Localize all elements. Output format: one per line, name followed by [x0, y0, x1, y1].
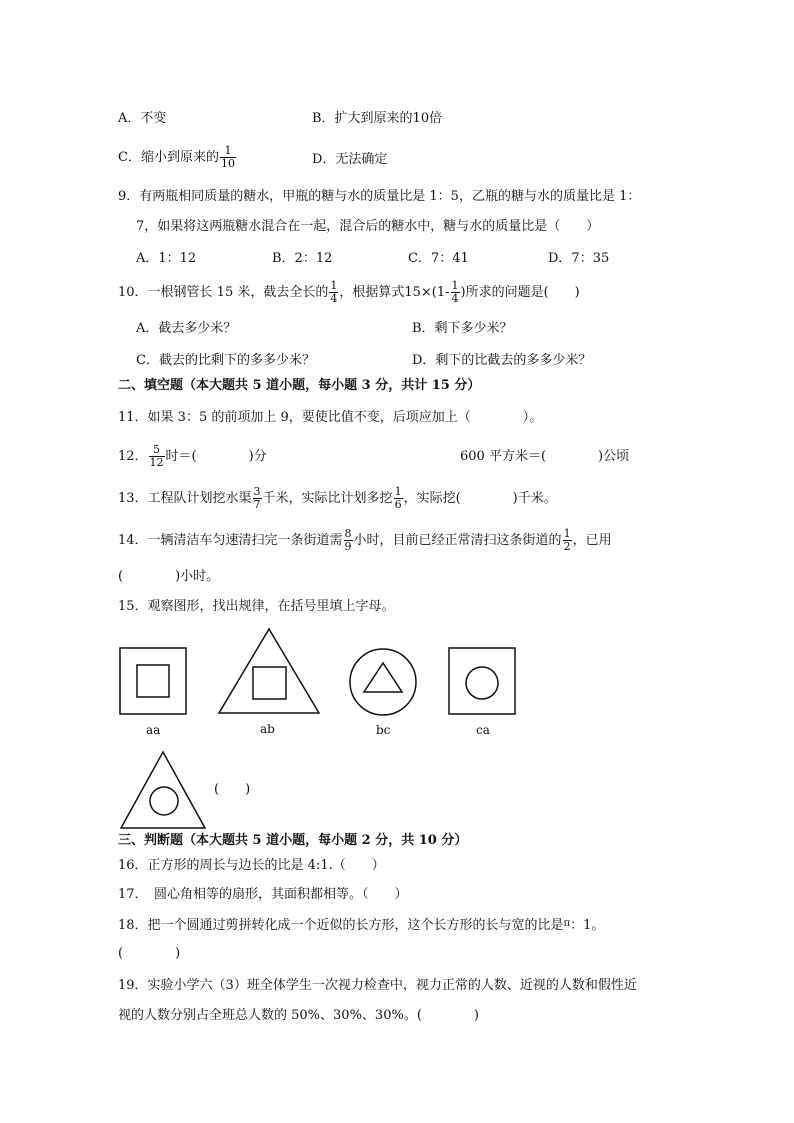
q10-option-a: A．截去多少米？ [136, 321, 237, 336]
q12-right: 600 平方米＝( )公顷 [460, 449, 630, 464]
q8-option-b: B．扩大到原来的10倍 [312, 111, 443, 126]
q15-answer-blank: ( ) [214, 782, 251, 797]
q8-option-c [118, 145, 237, 170]
q10-option-c: C．截去的比剩下的多多少米？ [136, 353, 315, 368]
q16: 16．正方形的周长与边长的比是 4:1.（ ） [118, 858, 385, 873]
q17: 17． 圆心角相等的扇形，其面积都相等。（ ） [118, 887, 408, 902]
q8-option-c-text: C．缩小到原来的 [118, 150, 219, 165]
q12: 12． $\frac{5}{12}$ 时＝( )分 [118, 443, 267, 469]
q15-stem: 15．观察图形，找出规律，在括号里填上字母。 [118, 599, 395, 614]
q18-line1: 18．把一个圆通过剪拼转化成一个近似的长方形，这个长方形的长与宽的比是$^\pi$：1。 [118, 918, 605, 933]
q10-stem: 10．一根钢管长 15 米，截去全长的 $\frac{1}{4}$ ，根据算式15×(1- $\frac{1}{4}$ )所求的问题是( ) [118, 279, 580, 305]
q8-option-a: A．不变 [118, 111, 167, 126]
fraction: $\frac{3}{7}$ [253, 485, 261, 511]
figure-label-ab: ab [260, 722, 275, 736]
q9-option-b: B．2：12 [272, 251, 333, 266]
figure-circle-in-square [448, 647, 518, 717]
figure-label-bc: bc [376, 723, 391, 737]
q19-line2: 视的人数分别占全班总人数的 50%、30%、30%。( ) [118, 1008, 479, 1023]
figure-circle-in-triangle [119, 750, 207, 830]
q14-line2: ( )小时。 [118, 569, 220, 584]
figure-square-in-square [119, 647, 189, 717]
fraction: $\frac{1}{4}$ [451, 279, 459, 305]
q9-option-a: A．1：12 [136, 251, 197, 266]
q10-option-b: B．剩下多少米？ [412, 321, 513, 336]
fraction: $\frac{1}{6}$ [394, 485, 402, 511]
q11: 11．如果 3：5 的前项加上 9，要使比值不变，后项应加上（ ）。 [118, 410, 543, 425]
figure-label-ca: ca [476, 723, 490, 737]
q10-option-d: D．剩下的比截去的多多少米？ [412, 353, 592, 368]
q9-option-c: C．7：41 [408, 251, 469, 266]
q19-line1: 19．实验小学六（3）班全体学生一次视力检查中，视力正常的人数、近视的人数和假性近 [118, 978, 637, 993]
section-heading-true-false: 三、判断题（本大题共 5 道小题，每小题 2 分，共 10 分） [118, 833, 468, 848]
fraction: $\frac{8}{9}$ [344, 527, 352, 553]
figure-triangle-in-circle [348, 647, 418, 717]
q8-option-d: D．无法确定 [312, 152, 388, 167]
section-heading-fill-in: 二、填空题（本大题共 5 道小题，每小题 3 分，共计 15 分） [118, 378, 481, 393]
fraction: $\frac{5}{12}$ [149, 443, 164, 469]
pi-symbol: π [563, 918, 571, 929]
fraction: $\frac{1}{4}$ [330, 279, 338, 305]
fraction: $\frac{1}{2}$ [563, 527, 571, 553]
q9-stem-line1: 9．有两瓶相同质量的糖水，甲瓶的糖与水的质量比是 1：5，乙瓶的糖与水的质量比是 1： [118, 189, 641, 204]
q18-line2: ( ) [118, 946, 181, 961]
q9-stem-line2: 7，如果将这两瓶糖水混合在一起，混合后的糖水中，糖与水的质量比是（ ） [136, 219, 600, 234]
q13: 13．工程队计划挖水渠 $\frac{3}{7}$ 千米，实际比计划多挖 $\frac{1}{6}$ ，实际挖( )千米。 [118, 485, 557, 511]
fraction: $\frac{1}{10}$ [220, 144, 235, 170]
figure-square-in-triangle [217, 627, 321, 715]
q14-line1: 14．一辆清洁车匀速清扫完一条街道需 $\frac{8}{9}$ 小时，目前已经正常清扫这条街道的 $\frac{1}{2}$ ，已用 [118, 527, 612, 553]
q9-option-d: D．7：35 [548, 251, 610, 266]
figure-label-aa: aa [146, 723, 161, 737]
